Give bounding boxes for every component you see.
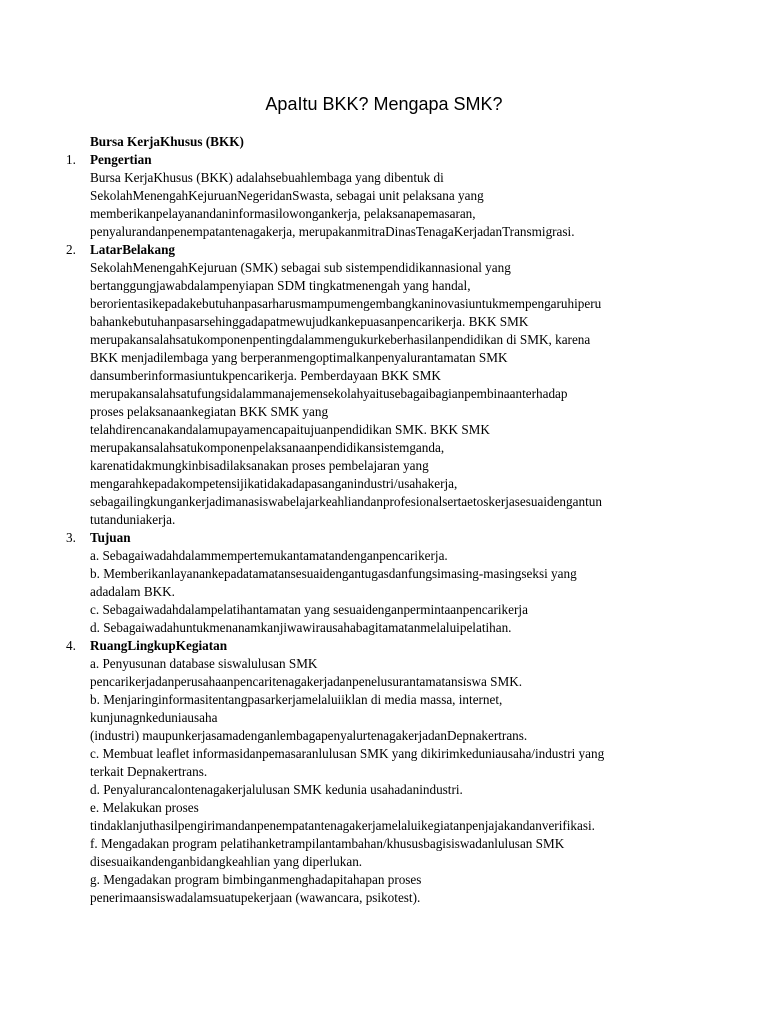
text-line: d. Sebagaiwadahuntukmenanamkanjiwawirausahabagitamatanmelaluipelatihan.: [90, 620, 512, 635]
text-line: pencarikerjadanperusahaanpencaritenagakerjadanpenelusurantamatansiswa SMK.: [90, 674, 523, 689]
document-title: ApaItu BKK? Mengapa SMK?: [265, 94, 503, 114]
section-number: 1.: [66, 152, 76, 167]
text-line: a. Sebagaiwadahdalammempertemukantamatandenganpencarikerja.: [90, 548, 448, 563]
organization-title: Bursa KerjaKhusus (BKK): [90, 134, 244, 149]
section-number: 2.: [66, 242, 76, 257]
text-line: sebagailingkungankerjadimanasiswabelajarkeahliandanprofesionalsertaetoskerjasesuaidengantun: [90, 494, 602, 509]
text-line: disesuaikandenganbidangkeahlian yang diperlukan.: [90, 854, 363, 869]
section-pengertian: [66, 151, 690, 241]
text-line: c. Membuat leaflet informasidanpemasaranlulusan SMK yang dikirimkeduniausaha/industri yang: [90, 746, 605, 761]
text-line: BKK menjadilembaga yang berperanmengoptimalkanpenyalurantamatan SMK: [90, 350, 508, 365]
section-heading: Pengertian: [90, 152, 152, 167]
text-line: b. Memberikanlayanankepadatamatansesuaidengantugasdanfungsimasing-masingseksi yang: [90, 566, 577, 581]
text-line: SekolahMenengahKejuruan (SMK) sebagai sub sistempendidikannasional yang: [90, 260, 511, 275]
text-line: karenatidakmungkinbisadilaksanakan proses pembelajaran yang: [90, 458, 429, 473]
text-line: SekolahMenengahKejuruanNegeridanSwasta, sebagai unit pelaksana yang: [90, 188, 484, 203]
text-line: c. Sebagaiwadahdalampelatihantamatan yang sesuaidenganpermintaanpencarikerja: [90, 602, 528, 617]
text-line: bahankebutuhanpasarsehinggadapatmewujudkankepuasanpencarikerja. BKK SMK: [90, 314, 529, 329]
text-line: penyalurandanpenempatantenagakerja, merupakanmitraDinasTenagaKerjadanTransmigrasi.: [90, 224, 575, 239]
section-lines: [90, 259, 690, 529]
text-line: Bursa KerjaKhusus (BKK) adalahsebuahlembaga yang dibentuk di: [90, 170, 444, 185]
section-number: 3.: [66, 530, 76, 545]
section-lines: [90, 169, 690, 241]
section-number: 4.: [66, 638, 76, 653]
text-line: e. Melakukan proses: [90, 800, 199, 815]
text-line: tutanduniakerja.: [90, 512, 176, 527]
text-line: f. Mengadakan program pelatihanketrampilantambahan/khususbagisiswadanlulusan SMK: [90, 836, 565, 851]
section-lines: [90, 547, 690, 637]
text-line: bertanggungjawabdalampenyiapan SDM tingkatmenengah yang handal,: [90, 278, 471, 293]
section-heading: RuangLingkupKegiatan: [90, 638, 228, 653]
text-line: merupakansalahsatukomponenpelaksanaanpendidikansistemganda,: [90, 440, 445, 455]
text-line: d. Penyalurancalontenagakerjalulusan SMK kedunia usahadanindustri.: [90, 782, 463, 797]
text-line: adadalam BKK.: [90, 584, 175, 599]
document-body: [66, 133, 690, 907]
text-line: penerimaansiswadalamsuatupekerjaan (wawancara, psikotest).: [90, 890, 421, 905]
text-line: memberikanpelayanandaninformasilowongankerja, pelaksanapemasaran,: [90, 206, 476, 221]
text-line: g. Mengadakan program bimbinganmenghadapitahapan proses: [90, 872, 422, 887]
text-line: proses pelaksanaankegiatan BKK SMK yang: [90, 404, 329, 419]
text-line: dansumberinformasiuntukpencarikerja. Pemberdayaan BKK SMK: [90, 368, 441, 383]
text-line: a. Penyusunan database siswalulusan SMK: [90, 656, 318, 671]
text-line: (industri) maupunkerjasamadenganlembagapenyalurtenagakerjadanDepnakertrans.: [90, 728, 528, 743]
text-line: b. Menjaringinformasitentangpasarkerjamelaluiiklan di media massa, internet,: [90, 692, 503, 707]
section-heading: LatarBelakang: [90, 242, 175, 257]
section-lines: [90, 655, 690, 907]
text-line: mengarahkepadakompetensijikatidakadapasanganindustri/usahakerja,: [90, 476, 458, 491]
text-line: telahdirencanakandalamupayamencapaitujuanpendidikan SMK. BKK SMK: [90, 422, 490, 437]
text-line: berorientasikepadakebutuhanpasarharusmampumengembangkaninovasiuntukmempengaruhiperu: [90, 296, 602, 311]
text-line: terkait Depnakertrans.: [90, 764, 208, 779]
section-latar-belakang: [66, 241, 690, 529]
section-tujuan: [66, 529, 690, 637]
text-line: merupakansalahsatukomponenpentingdalammengukurkeberhasilanpendidikan di SMK, karena: [90, 332, 591, 347]
text-line: kunjunagnkeduniausaha: [90, 710, 218, 725]
text-line: tindaklanjuthasilpengirimandanpenempatantenagakerjamelaluikegiatanpenjajakandanverifikasi.: [90, 818, 595, 833]
text-line: merupakansalahsatufungsidalammanajemensekolahyaitusebagaibagianpembinaanterhadap: [90, 386, 568, 401]
section-heading: Tujuan: [90, 530, 131, 545]
section-ruang-lingkup-kegiatan: [66, 637, 690, 907]
